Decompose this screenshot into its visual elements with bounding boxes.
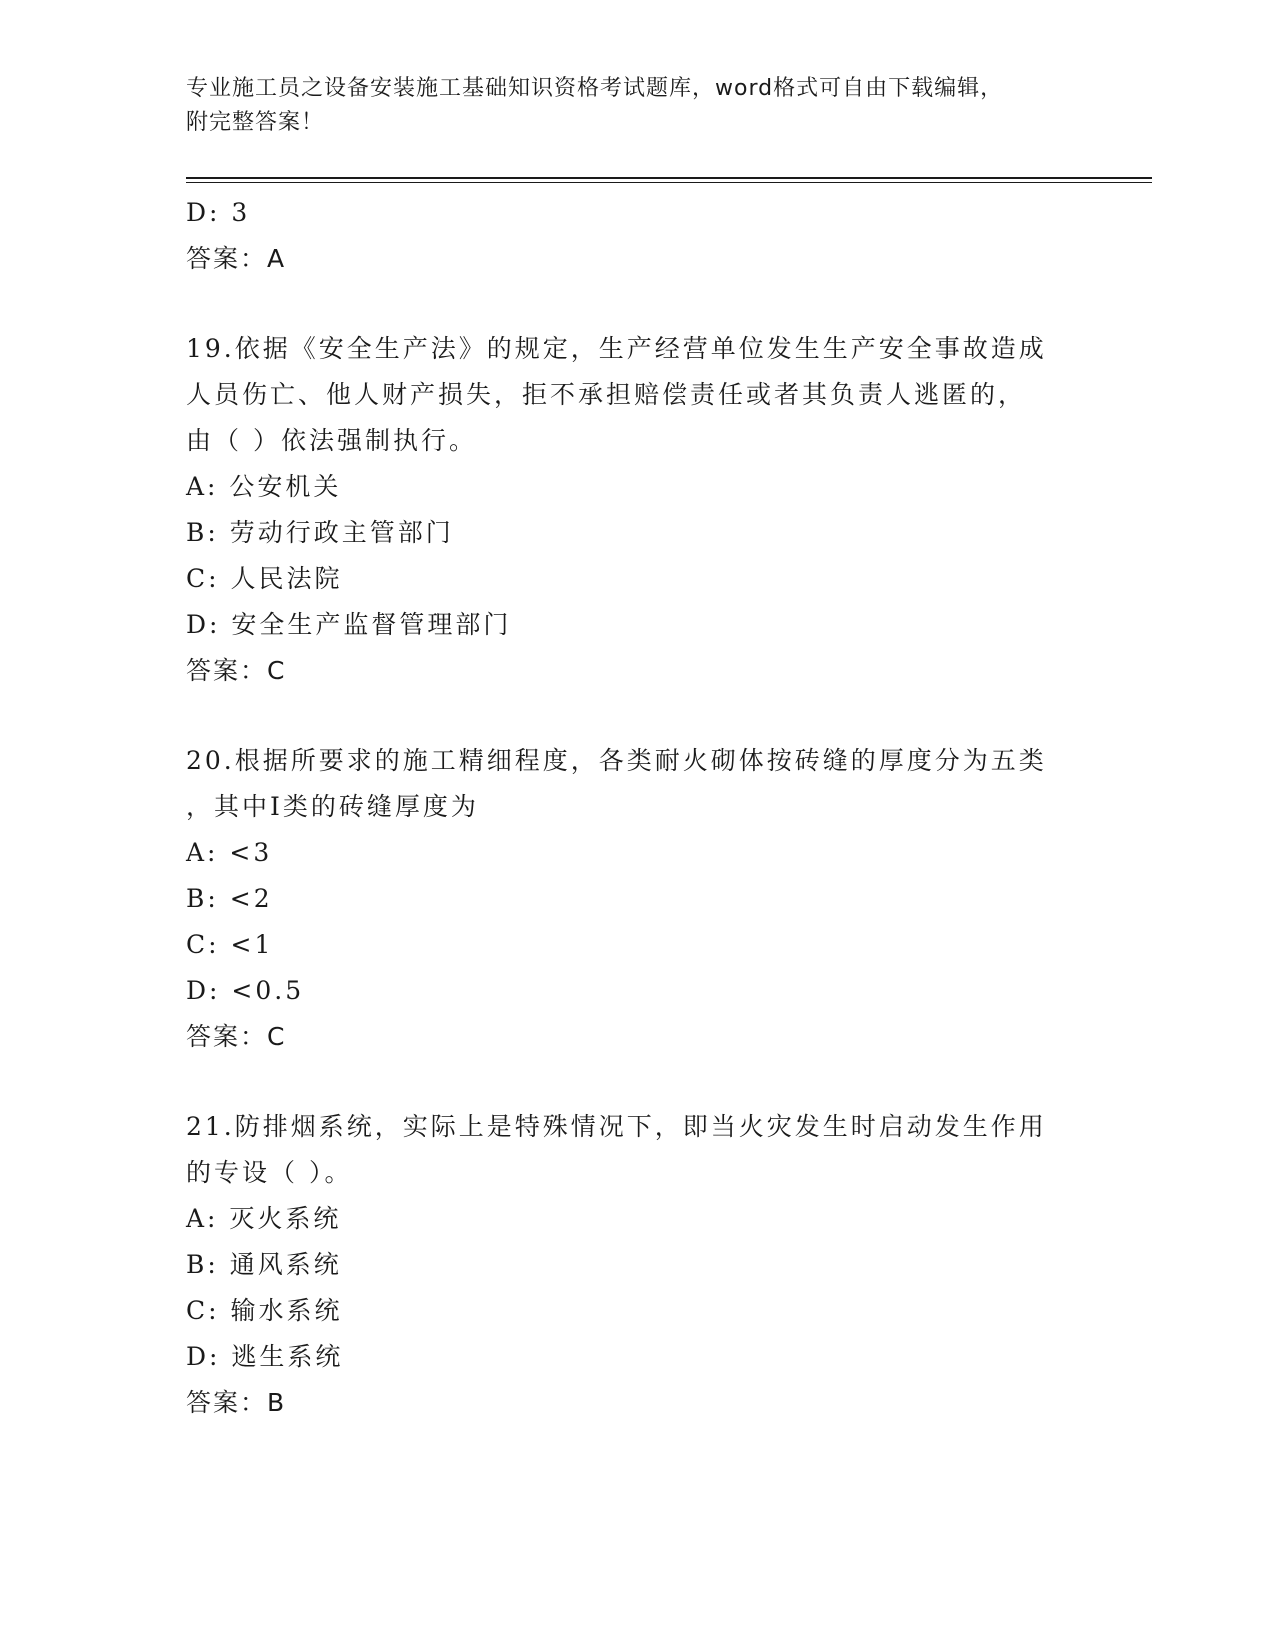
answer-line: 答案：C (186, 656, 287, 685)
option-c: C: <1 (186, 930, 274, 959)
option-b: B: <2 (186, 884, 273, 913)
option-d: D: 逃生系统 (186, 1342, 344, 1371)
document-header (186, 72, 1086, 140)
option-d: D: 安全生产监督管理部门 (186, 610, 512, 639)
header-line-1: 专业施工员之设备安装施工基础知识资格考试题库，word格式可自由下载编辑， (186, 76, 1004, 101)
question-20 (186, 738, 1086, 1060)
answer-line: 答案：C (186, 1022, 287, 1051)
previous-question-tail (186, 190, 1086, 282)
option-a: A: 公安机关 (186, 472, 342, 501)
option-c: C: 输水系统 (186, 1296, 343, 1325)
answer-line: 答案：A (186, 244, 287, 273)
question-stem-line: 20.根据所要求的施工精细程度，各类耐火砌体按砖缝的厚度分为五类 (186, 746, 1047, 775)
question-stem-line: ，其中Ⅰ类的砖缝厚度为 (186, 792, 479, 821)
question-stem-line: 21.防排烟系统，实际上是特殊情况下，即当火灾发生时启动发生作用 (186, 1112, 1047, 1141)
option-c: C: 人民法院 (186, 564, 343, 593)
option-a: A: 灭火系统 (186, 1204, 342, 1233)
option-d: D: <0.5 (186, 976, 305, 1005)
question-content (186, 190, 1086, 1426)
question-stem-line: 19.依据《安全生产法》的规定，生产经营单位发生生产安全事故造成 (186, 334, 1047, 363)
option-b: B: 通风系统 (186, 1250, 342, 1279)
question-stem-line: 由（ ）依法强制执行。 (186, 426, 477, 455)
option-b: B: 劳动行政主管部门 (186, 518, 454, 547)
question-19 (186, 326, 1086, 694)
option-a: A: <3 (186, 838, 273, 867)
header-divider-thin (186, 182, 1152, 183)
header-line-2: 附完整答案！ (186, 110, 325, 135)
answer-line: 答案：B (186, 1388, 287, 1417)
header-divider-thick (186, 177, 1152, 179)
question-stem-line: 人员伤亡、他人财产损失，拒不承担赔偿责任或者其负责人逃匿的， (186, 380, 1027, 409)
question-21 (186, 1104, 1086, 1426)
question-stem-line: 的专设（ ）。 (186, 1158, 353, 1187)
option-d: D: 3 (186, 198, 251, 227)
